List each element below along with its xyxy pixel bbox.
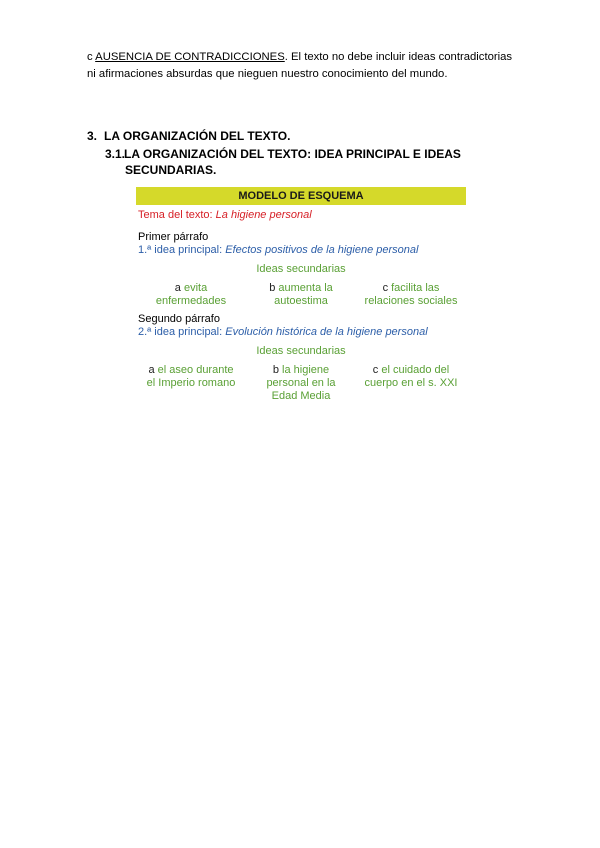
scheme-figure — [136, 187, 466, 403]
item-line: aumenta la — [278, 282, 333, 294]
p1-idea — [136, 244, 466, 257]
p2-idea — [136, 326, 466, 339]
p2-idea-label: 2.ª idea principal: — [138, 326, 226, 338]
item-line: personal en la — [266, 377, 336, 389]
item-line: el cuidado del — [381, 364, 450, 376]
subsection-title-line2: SECUNDARIAS. — [125, 163, 217, 177]
p1-idea-value: Efectos positivos de la higiene personal — [225, 244, 419, 256]
item-letter: a — [174, 282, 181, 294]
item-line: cuerpo en el s. XXI — [364, 377, 458, 389]
subsection-number: 3.1. — [105, 147, 126, 161]
item-letter: b — [269, 282, 276, 294]
item-letter: a — [148, 364, 155, 376]
item-line: enfermedades — [155, 295, 227, 307]
item-line: evita — [183, 282, 208, 294]
p1-idea-a — [136, 282, 246, 308]
p1-secondary-label: Ideas secundarias — [256, 263, 346, 275]
p2-secondary-ideas — [136, 364, 466, 403]
subsection-heading — [105, 146, 485, 178]
item-line: facilita las — [391, 282, 440, 294]
p2-idea-c — [356, 364, 466, 403]
scheme-title: MODELO DE ESQUEMA — [136, 187, 466, 205]
topic-label: Tema del texto: — [138, 209, 216, 221]
intro-paragraph — [87, 49, 517, 82]
p2-idea-value: Evolución histórica de la higiene personal — [225, 326, 428, 338]
section-heading — [87, 128, 290, 144]
item-line: relaciones sociales — [364, 295, 458, 307]
section-title: LA ORGANIZACIÓN DEL TEXTO. — [104, 129, 291, 143]
p2-idea-b — [246, 364, 356, 403]
p1-label: Primer párrafo — [138, 231, 209, 243]
item-line: Edad Media — [271, 390, 331, 402]
item-line: autoestima — [274, 295, 328, 307]
p1-idea-b — [246, 282, 356, 308]
p1-idea-label: 1.ª idea principal: — [138, 244, 226, 256]
paragraph-text: . El texto no debe incluir ideas contradictorias ni afirmaciones absurdas que nieguen nuestro conocimiento del mundo. — [87, 51, 513, 80]
item-line: el Imperio romano — [146, 377, 236, 389]
p1-secondary-ideas — [136, 282, 466, 308]
paragraph-letter: c — [87, 51, 93, 63]
p2-idea-a — [136, 364, 246, 403]
topic-value: La higiene personal — [215, 209, 312, 221]
item-letter: c — [372, 364, 379, 376]
scheme-topic — [136, 209, 466, 222]
item-line: la higiene — [282, 364, 330, 376]
subsection-title-line1: LA ORGANIZACIÓN DEL TEXTO: IDEA PRINCIPAL E IDEAS — [124, 147, 461, 161]
section-number: 3. — [87, 129, 98, 143]
p1-idea-c — [356, 282, 466, 308]
item-letter: b — [272, 364, 279, 376]
paragraph-heading: AUSENCIA DE CONTRADICCIONES — [95, 51, 285, 63]
p2-label: Segundo párrafo — [138, 313, 220, 325]
p2-secondary-label: Ideas secundarias — [256, 345, 346, 357]
item-letter: c — [382, 282, 389, 294]
item-line: el aseo durante — [157, 364, 234, 376]
